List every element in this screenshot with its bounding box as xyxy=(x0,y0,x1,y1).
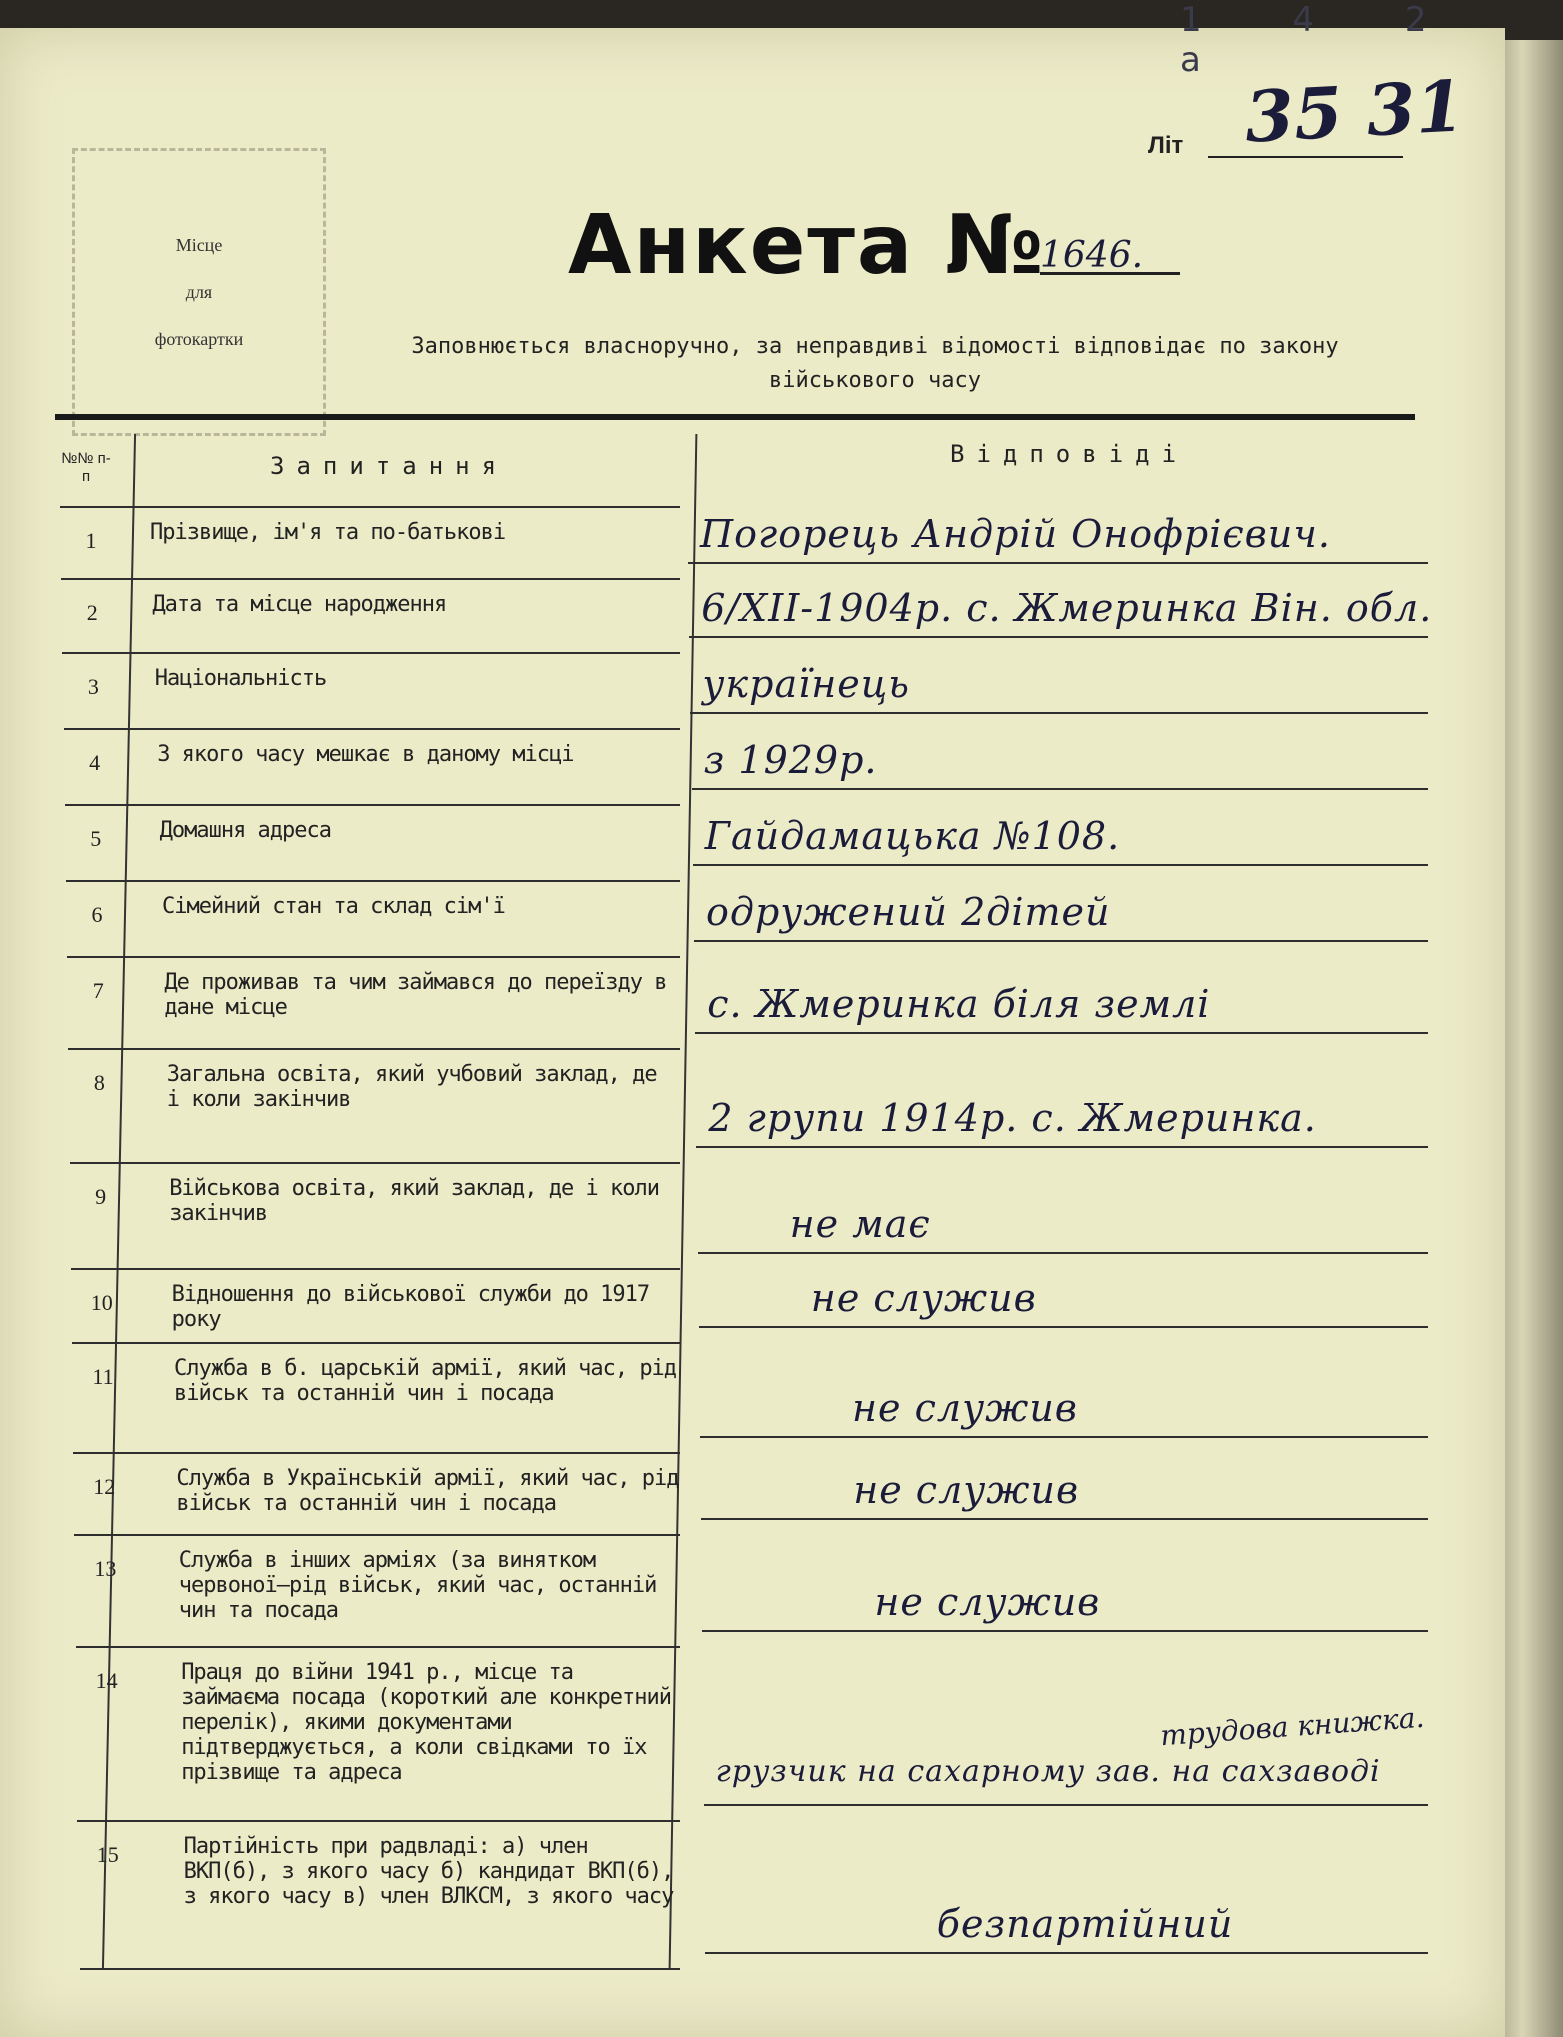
row-number: 8 xyxy=(93,1070,105,1095)
row-question: Партійність при радвладі: а) член ВКП(б), з якого часу б) кандидат ВКП(б), з якого часу в) член ВЛКСМ, з якого часу xyxy=(183,1834,674,1909)
row-answer: 2 групи 1914р. с. Жмеринка. xyxy=(708,1096,1317,1140)
row-number: 15 xyxy=(96,1842,119,1867)
row-divider xyxy=(62,652,680,654)
row-number: 6 xyxy=(91,902,103,927)
form-subtitle xyxy=(350,330,1400,398)
answer-line xyxy=(704,1804,1428,1806)
row-answer: Погорець Андрій Онофрієвич. xyxy=(700,512,1331,556)
row-question: Військова освіта, який заклад, де і коли закінчив xyxy=(169,1176,659,1226)
row-number: 4 xyxy=(89,750,101,775)
row-number: 14 xyxy=(95,1668,118,1693)
answer-line xyxy=(701,1518,1428,1520)
form-title: Анкета № xyxy=(568,198,1046,293)
row-number: 7 xyxy=(92,978,104,1003)
row-answer: 6/XII-1904р. с. Жмеринка Він. обл. xyxy=(701,586,1433,630)
row-number: 2 xyxy=(86,600,98,625)
row-answer: українець xyxy=(702,662,910,706)
row-answer: не має xyxy=(789,1202,931,1246)
row-question: Праця до війни 1941 р., місце та займаєма посада (короткий але конкретний перелік), якими документами підтверджується, а коли свідками то їх прізвище та адреса xyxy=(181,1660,671,1785)
row-divider xyxy=(73,1452,680,1454)
row-number: 11 xyxy=(92,1364,114,1389)
subtitle-line-2: військового часу xyxy=(769,368,981,393)
page-edge xyxy=(1505,40,1563,2037)
lit-label: Літ xyxy=(1148,132,1184,159)
photo-placeholder xyxy=(72,148,326,436)
answer-line xyxy=(693,864,1428,866)
row-answer: грузчик на сахарному зав. на сахзаводі xyxy=(715,1754,1381,1789)
row-question: З якого часу мешкає в даному місці xyxy=(157,742,574,767)
row-divider xyxy=(64,728,680,730)
row-number: 12 xyxy=(93,1474,116,1499)
row-question: Домашня адреса xyxy=(159,818,332,843)
header-num: №№ п-п xyxy=(61,450,111,485)
subtitle-line-1: Заповнюється власноручно, за неправдиві відомості відповідає по закону xyxy=(411,334,1339,359)
row-number: 9 xyxy=(95,1184,107,1209)
row-answer: не служив xyxy=(852,1386,1078,1430)
row-question: Де проживав та чим займався до переїзду в дане місце xyxy=(164,970,667,1020)
row-answer: одружений 2дітей xyxy=(706,890,1111,934)
row-divider xyxy=(72,1342,680,1344)
row-answer: Гайдамацька №108. xyxy=(704,814,1121,858)
answer-line xyxy=(694,940,1428,942)
row-answer: не служив xyxy=(853,1468,1080,1512)
row-answer: не служив xyxy=(810,1276,1037,1320)
header-question: Запитання xyxy=(270,452,509,480)
answer-line xyxy=(705,1952,1428,1954)
row-divider xyxy=(74,1534,680,1536)
table-bottom-line xyxy=(80,1968,680,1970)
row-divider xyxy=(67,956,680,958)
photo-label-1: Місце xyxy=(175,234,223,255)
photo-label-2: для xyxy=(185,281,213,302)
row-divider xyxy=(77,1820,680,1822)
row-divider xyxy=(70,1162,680,1164)
row-divider xyxy=(61,578,680,580)
row-question: Національність xyxy=(154,666,327,691)
row-question: Дата та місце народження xyxy=(152,592,447,617)
header-rule xyxy=(55,414,1415,420)
answer-line xyxy=(689,636,1428,638)
row-number: 10 xyxy=(90,1290,113,1315)
answer-line xyxy=(696,1146,1428,1148)
answer-line xyxy=(699,1326,1428,1328)
row-answer: с. Жмеринка біля землі xyxy=(707,982,1211,1026)
lit-value: 35 31 xyxy=(1242,64,1467,159)
row-question: Прізвище, ім'я та по-батькові xyxy=(150,520,506,545)
answer-line xyxy=(688,562,1428,564)
row-divider xyxy=(71,1268,680,1270)
answer-line xyxy=(695,1032,1428,1034)
row-number: 3 xyxy=(87,674,99,699)
row-divider xyxy=(76,1646,680,1648)
row-question: Служба в б. царській армії, який час, рід військ та останній чин і посада xyxy=(174,1356,677,1406)
answer-line xyxy=(700,1436,1428,1438)
row-divider xyxy=(66,880,680,882)
form-number: 1646. xyxy=(1040,235,1144,276)
row-divider xyxy=(68,1048,680,1050)
row-answer: з 1929р. xyxy=(703,738,878,782)
row-divider xyxy=(60,506,680,508)
row-number: 1 xyxy=(85,528,97,553)
row-answer: не служив xyxy=(874,1580,1101,1624)
answer-line xyxy=(702,1630,1428,1632)
answer-line xyxy=(698,1252,1428,1254)
row-number: 13 xyxy=(94,1556,117,1581)
form-number-underline xyxy=(1040,272,1180,275)
photo-label-3: фотокартки xyxy=(154,328,244,349)
row-divider xyxy=(65,804,680,806)
row-question: Служба в інших арміях (за винятком червоної—рід військ, який час, останній чин та посада xyxy=(178,1548,657,1623)
corner-marks: 1 4 2 a xyxy=(1180,0,1467,80)
answer-line xyxy=(692,788,1428,790)
answer-line xyxy=(690,712,1428,714)
row-question: Сімейний стан та склад сім'ї xyxy=(162,894,505,919)
answer-note: трудова книжка. xyxy=(1159,1700,1426,1753)
header-answer: Відповіді xyxy=(950,440,1189,468)
row-number: 5 xyxy=(90,826,102,851)
lit-underline xyxy=(1208,156,1403,158)
row-answer: безпартійний xyxy=(936,1902,1234,1946)
row-question: Служба в Українській армії, який час, рід військ та останній чин і посада xyxy=(176,1466,679,1516)
row-question: Загальна освіта, який учбовий заклад, де і коли закінчив xyxy=(166,1062,657,1112)
row-question: Відношення до військової служби до 1917 року xyxy=(171,1282,650,1332)
